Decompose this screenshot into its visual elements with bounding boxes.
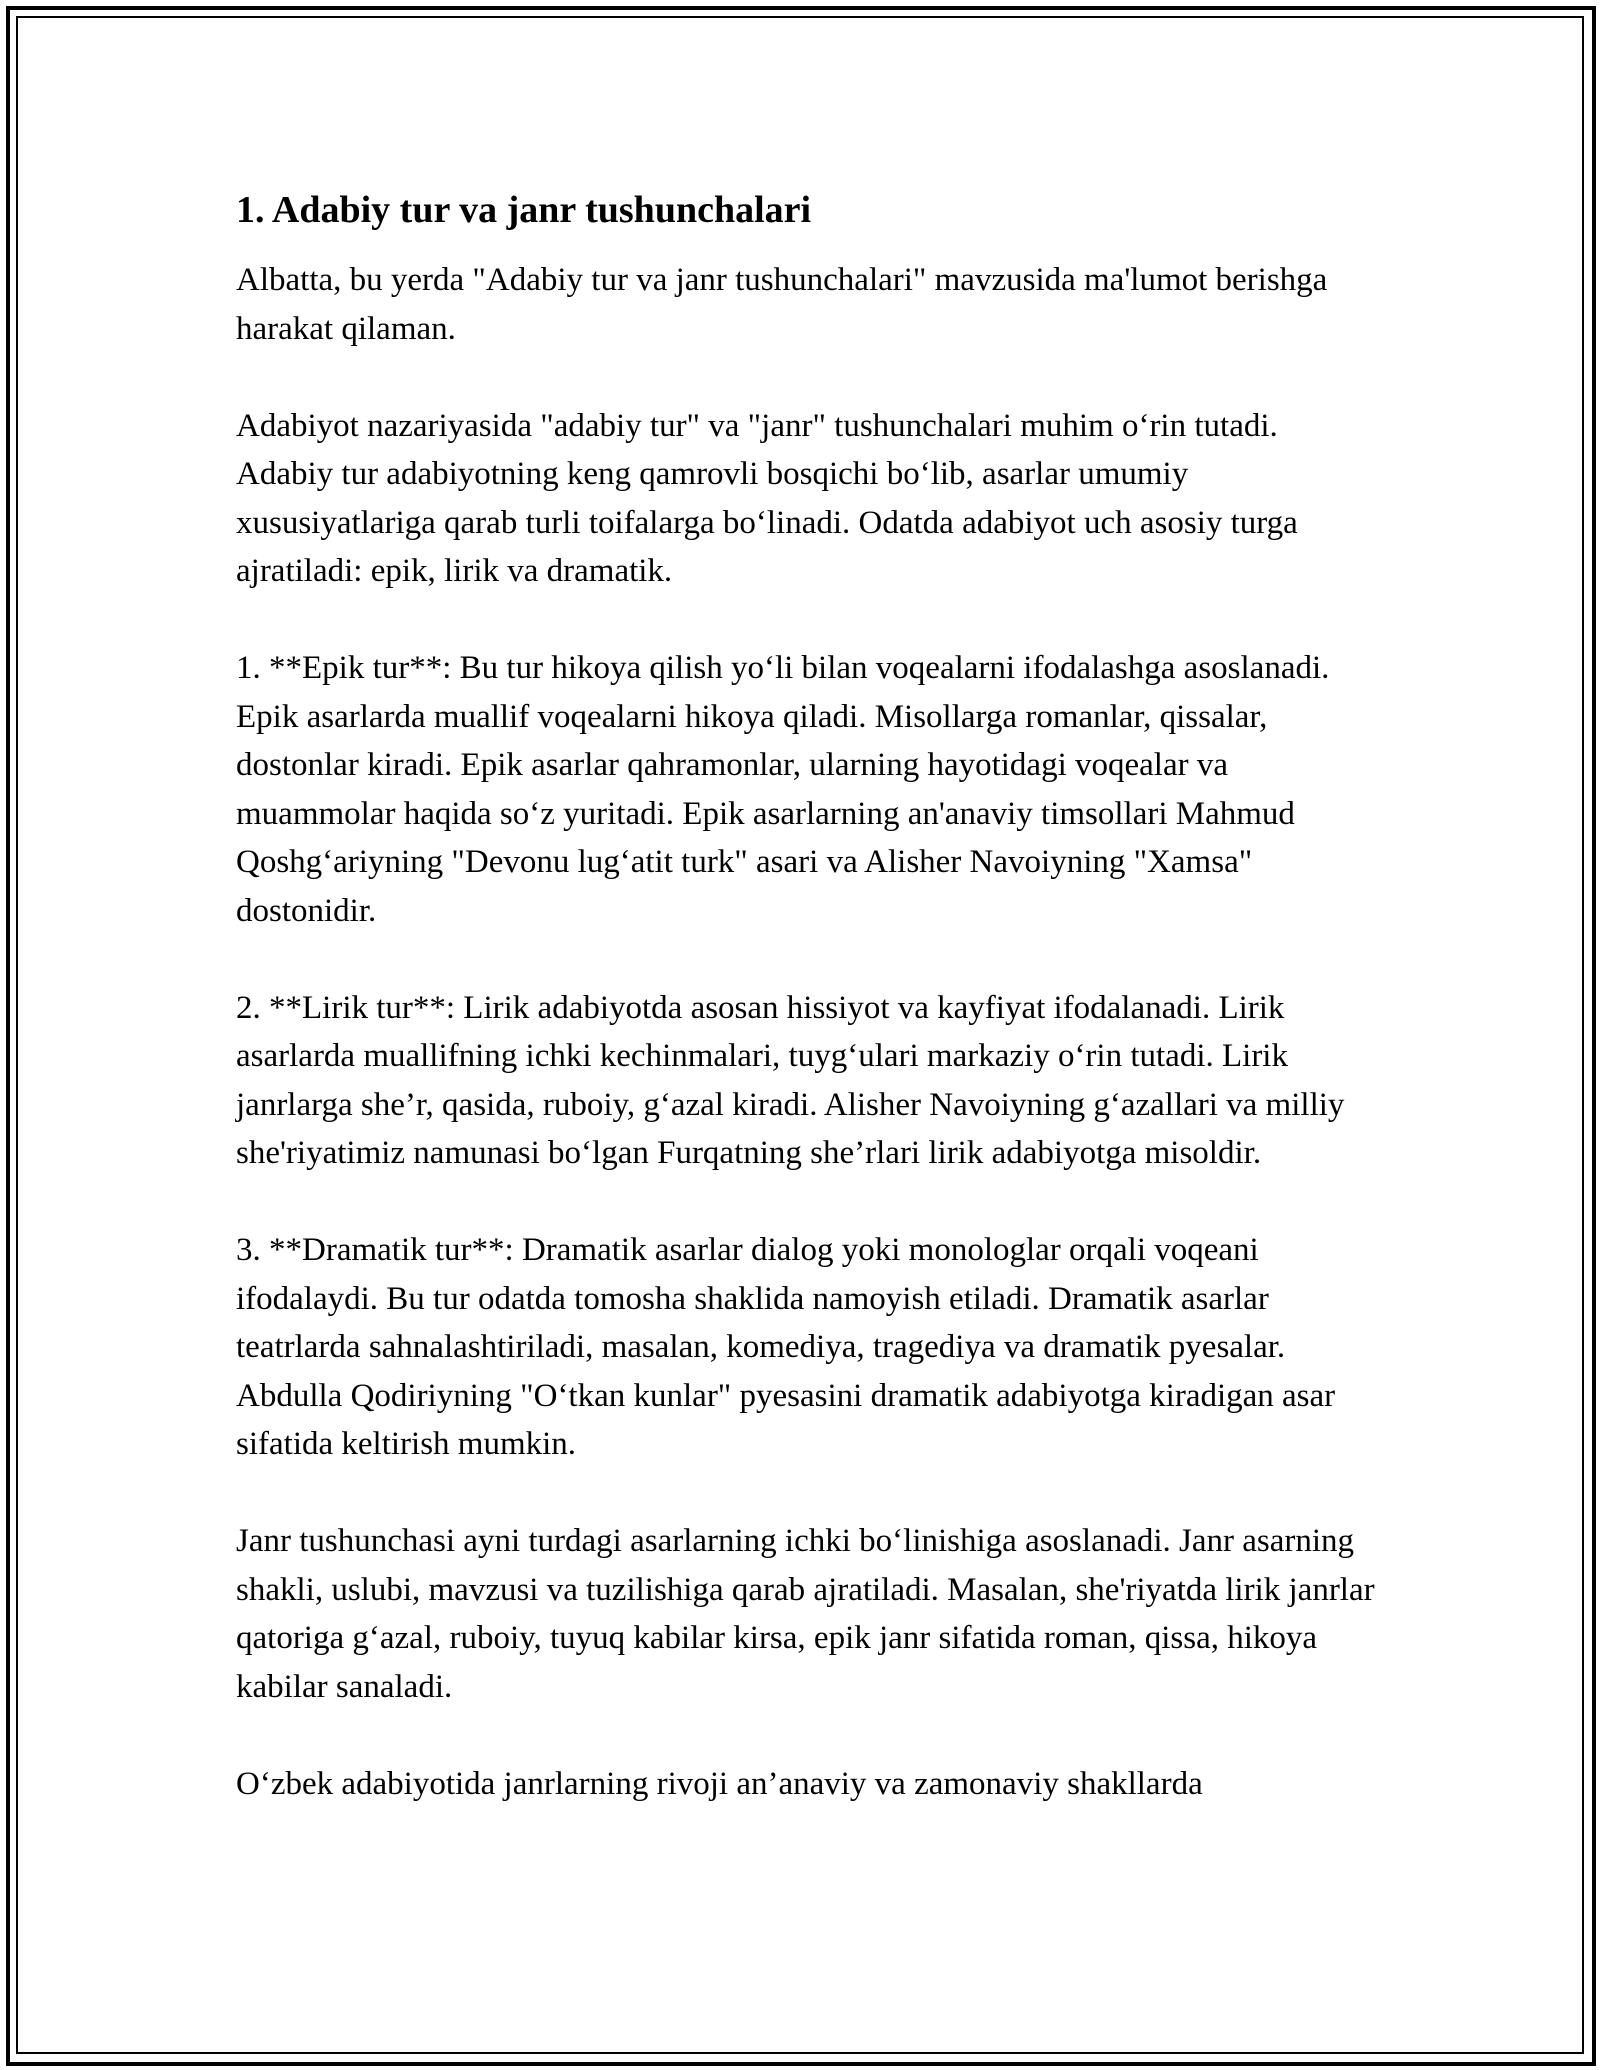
document-body xyxy=(236,186,1376,1808)
paragraph-lyric-genre: 2. **Lirik tur**: Lirik adabiyotda asosan hissiyot va kayfiyat ifodalanadi. Lirik asarlarda muallifning ichki kechinmalari, tuyg‘ulari markaziy o‘rin tutadi. Lirik janrlarga she’r, qasida, ruboiy, g‘azal kiradi. Alisher Navoiyning g‘azallari va milliy she'riyatimiz namunasi bo‘lgan Furqatning she’rlari lirik adabiyotga misoldir. xyxy=(236,989,1345,1171)
page-title: 1. Adabiy tur va janr tushunchalari xyxy=(236,189,812,231)
paragraph-uzbek-literature: O‘zbek adabiyotida janrlarning rivoji an’anaviy va zamonaviy shakllarda xyxy=(236,1765,1203,1802)
paragraph-literary-theory: Adabiyot nazariyasida "adabiy tur" va "janr" tushunchalari muhim o‘rin tutadi. Adabiy tur adabiyotning keng qamrovli bosqichi bo‘lib, asarlar umumiy xususiyatlariga qarab turli toifalarga bo‘linadi. Odatda adabiyot uch asosiy turga ajratiladi: epik, lirik va dramatik. xyxy=(236,407,1298,589)
paragraph-epic-genre: 1. **Epik tur**: Bu tur hikoya qilish yo‘li bilan voqealarni ifodalashga asoslanadi. Epik asarlarda muallif voqealarni hikoya qiladi. Misollarga romanlar, qissalar, dostonlar kiradi. Epik asarlar qahramonlar, ularning hayotidagi voqealar va muammolar haqida so‘z yuritadi. Epik asarlarning an'anaviy timsollari Mahmud Qoshg‘ariyning "Devonu lug‘atit turk" asari va Alisher Navoiyning "Xamsa" dostonidir. xyxy=(236,650,1330,929)
paragraph-dramatic-genre: 3. **Dramatik tur**: Dramatik asarlar dialog yoki monologlar orqali voqeani ifodalaydi. Bu tur odatda tomosha shaklida namoyish etiladi. Dramatik asarlar teatrlarda sahnalashtiriladi, masalan, komediya, tragediya va dramatik pyesalar. Abdulla Qodiriyning "O‘tkan kunlar" pyesasini dramatik adabiyotga kiradigan asar sifatida keltirish mumkin. xyxy=(236,1232,1336,1462)
paragraph-intro: Albatta, bu yerda "Adabiy tur va janr tushunchalari" mavzusida ma'lumot berishga harakat qilaman. xyxy=(236,262,1328,347)
paragraph-genre-concept: Janr tushunchasi ayni turdagi asarlarning ichki bo‘linishiga asoslanadi. Janr asarning shakli, uslubi, mavzusi va tuzilishiga qarab ajratiladi. Masalan, she'riyatda lirik janrlar qatoriga g‘azal, ruboiy, tuyuq kabilar kirsa, epik janr sifatida roman, qissa, hikoya kabilar sanaladi. xyxy=(236,1523,1375,1705)
